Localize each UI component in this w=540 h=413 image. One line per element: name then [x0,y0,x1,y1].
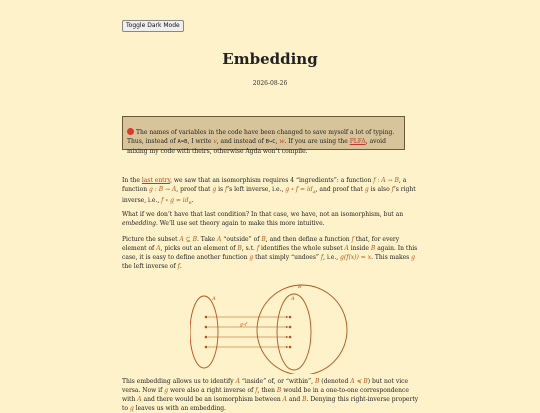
toggle-dark-mode-button[interactable]: Toggle Dark Mode [122,20,184,32]
math: B [302,396,307,403]
label-a-outer: A [212,296,216,302]
text: again. In this case, it is easy to define another function [122,245,418,261]
math: f [177,263,180,270]
note-text: , and instead of [216,138,266,145]
label-gf: g∘f [240,322,247,328]
note-text: , [275,138,280,145]
text: leaves us with an embedding. [133,405,226,412]
note-math: v [213,138,217,145]
text: , i.e., [323,254,341,261]
text: were also a right inverse of [168,387,256,394]
math: g [212,186,217,193]
math: g [364,186,369,193]
paragraph-3 [122,235,419,271]
text: ’s left inverse, i.e., [227,186,286,193]
text: that, for every element of [122,236,400,252]
math: f [225,186,228,193]
text: , proof that [176,186,213,193]
text: “inside” of, or “within”, [239,378,315,385]
math: A ⊆ B [179,236,197,243]
math: g(f(x)) = x [340,254,372,261]
math: g [164,387,169,394]
mapping-arrows [208,317,288,347]
text: . [191,197,194,205]
note-text: The names of variables in the code have been changed to save myself a lot of typing. Thus, instead of [127,129,395,145]
text: is [216,186,225,193]
text: . We’ll use set theory again to make this more intuitive. [155,220,325,227]
text: . Take [196,236,218,243]
text: identifies the whole subset [259,245,345,252]
note-math: w [279,138,285,145]
math: A [282,396,288,403]
math: f ∘ g = id [161,197,189,205]
math: B [237,245,242,252]
math: A [344,245,349,252]
math: B [276,387,282,394]
math: B [314,378,320,385]
math: g [249,254,254,261]
text: inside [348,245,371,252]
text: , and then define a function [265,236,352,243]
math: A [217,236,222,243]
note-text: . If you are using the [284,138,350,145]
note-text: , I write [187,138,214,145]
text: ’s right inverse, i.e., [122,186,416,205]
math: g : B → A [149,186,177,193]
text: that simply “undoes” [253,254,321,261]
math: B [370,245,376,252]
math: g [129,405,134,412]
math: f [320,254,324,261]
text: , then [257,387,277,394]
text: . This makes [371,254,412,261]
text: the left inverse of [122,263,178,270]
math: g ∘ f = id [285,186,313,193]
note-text: , avoid mixing my code with theirs, otherwise Agda won’t compile. [127,138,386,155]
math: B [261,236,266,243]
note-box [122,116,405,155]
set-a-inner [277,294,311,370]
text: and [287,396,303,403]
text: In the [122,177,142,184]
text: . [179,263,182,270]
math: f : A → B [373,177,399,184]
text: , and proof that [315,186,365,193]
math: g [411,254,415,261]
set-a-outer [190,296,218,368]
text: , s.t. [241,245,257,252]
math-subscript: A [312,189,316,195]
paragraph-2 [122,210,419,228]
text: What if we don’t have that last condition? In that case, we have, not an isomorphism, but an [122,211,404,218]
embedding-diagram [190,282,350,374]
text: This embedding allows us to identify [122,378,236,385]
math: A [156,245,161,252]
text: “outside” of [221,236,262,243]
math: f [255,387,258,394]
math: A [235,378,240,385]
label-b: B [298,284,302,290]
page-title: Embedding [222,50,318,68]
note-code: B↪C [265,139,276,145]
text: . Denying this right-inverse property to [122,396,419,412]
paragraph-4 [122,377,419,413]
math: f [391,186,394,193]
math: A [137,396,142,403]
text: , a function [122,177,407,193]
last-entry-link[interactable]: last entry [141,177,171,184]
text: would be in a one-to-one correspondence with [122,387,409,403]
text: , we saw that an isomorphism requires 4 “ingredients”: a function [170,177,374,184]
math: f [256,245,260,252]
text: , picks out an element of [160,245,238,252]
plfa-link[interactable]: PLFA [349,138,366,145]
text: ) but not vice versa. Now if [122,378,409,394]
note-code: A≃B [177,139,188,145]
paragraph-1 [122,176,419,207]
post-date: 2026-08-26 [252,80,288,87]
emphasis: embedding [122,220,156,227]
red-circle-icon [127,128,134,135]
math: f [351,236,354,243]
text: (denoted [319,378,351,385]
text: and there would be an isomorphism between [141,396,283,403]
math-subscript: B [188,200,192,206]
text: Picture the subset [122,236,180,243]
label-a-inner: A [291,296,295,302]
math: A ≼ B [350,378,368,385]
text: is also [368,186,392,193]
